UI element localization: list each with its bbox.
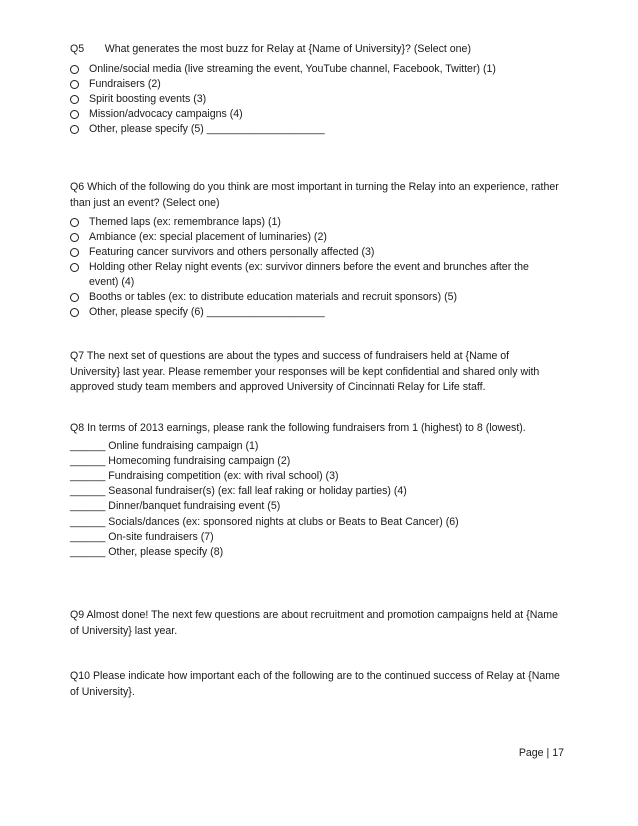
rank-item[interactable]: ______ Seasonal fundraiser(s) (ex: fall leaf raking or holiday parties) (4): [70, 485, 407, 498]
radio-circle-icon[interactable]: [70, 95, 79, 104]
option-label: Fundraisers (2): [89, 77, 161, 90]
option-label: Online/social media (live streaming the event, YouTube channel, Facebook, Twitter) (1): [89, 62, 496, 75]
rank-item[interactable]: ______ Homecoming fundraising campaign (2): [70, 454, 291, 467]
question-10-text: Q10 Please indicate how important each of the following are to the continued success of Relay at {Name of University}.: [70, 670, 560, 698]
radio-circle-icon[interactable]: [70, 65, 79, 74]
question-10: [70, 669, 560, 700]
question-9-text: Q9 Almost done! The next few questions are about recruitment and promotion campaigns held at {Name of University} last year.: [70, 609, 558, 637]
option-label: Other, please specify (5) ____________________: [89, 122, 325, 135]
radio-circle-icon[interactable]: [70, 263, 79, 272]
radio-option[interactable]: [70, 260, 560, 290]
rank-item[interactable]: ______ On-site fundraisers (7): [70, 530, 214, 543]
radio-option[interactable]: [70, 290, 560, 305]
question-5-options: [70, 62, 560, 137]
radio-circle-icon[interactable]: [70, 80, 79, 89]
option-label: Holding other Relay night events (ex: survivor dinners before the event and brunches after the event) (4): [89, 261, 529, 288]
question-8-rank-list: [70, 439, 560, 561]
rank-item[interactable]: ______ Online fundraising campaign (1): [70, 439, 259, 452]
question-5-text: Q5 What generates the most buzz for Relay at {Name of University}? (Select one): [70, 43, 471, 55]
question-8-text: Q8 In terms of 2013 earnings, please rank the following fundraisers from 1 (highest) to 8 (lowest).: [70, 422, 526, 434]
radio-option[interactable]: [70, 215, 560, 230]
question-8: [70, 421, 560, 560]
option-label: Spirit boosting events (3): [89, 92, 207, 105]
radio-circle-icon[interactable]: [70, 293, 79, 302]
radio-circle-icon[interactable]: [70, 218, 79, 227]
rank-item[interactable]: ______ Fundraising competition (ex: with rival school) (3): [70, 469, 339, 482]
question-6-options: [70, 215, 560, 320]
option-label: Featuring cancer survivors and others personally affected (3): [89, 246, 375, 258]
radio-option[interactable]: [70, 305, 560, 320]
radio-option[interactable]: [70, 122, 560, 137]
option-label: Themed laps (ex: remembrance laps) (1): [89, 216, 281, 228]
radio-option[interactable]: [70, 230, 560, 245]
option-label: Other, please specify (6) ____________________: [89, 306, 325, 318]
radio-circle-icon[interactable]: [70, 233, 79, 242]
radio-option[interactable]: [70, 92, 560, 107]
radio-circle-icon[interactable]: [70, 110, 79, 119]
radio-option[interactable]: [70, 77, 560, 92]
radio-circle-icon[interactable]: [70, 125, 79, 134]
radio-circle-icon[interactable]: [70, 248, 79, 257]
question-6-text: Q6 Which of the following do you think are most important in turning the Relay into an experience, rather than just an event? (Select one): [70, 181, 559, 209]
question-7-text: Q7 The next set of questions are about the types and success of fundraisers held at {Name of University} last year. Please remember your responses will be kept confidential and shared only with approved study team members and approved University of Cincinnati Relay for Life staff.: [70, 350, 540, 393]
page-number: Page | 17: [518, 747, 564, 759]
radio-circle-icon[interactable]: [70, 308, 79, 317]
option-label: Mission/advocacy campaigns (4): [89, 107, 243, 120]
option-label: Ambiance (ex: special placement of luminaries) (2): [89, 231, 327, 243]
question-6: [70, 180, 560, 320]
question-9: [70, 608, 560, 639]
radio-option[interactable]: [70, 107, 560, 122]
radio-option[interactable]: [70, 245, 560, 260]
radio-option[interactable]: [70, 62, 560, 77]
option-label: Booths or tables (ex: to distribute education materials and recruit sponsors) (5): [89, 291, 458, 303]
question-5: [70, 42, 560, 137]
rank-item[interactable]: ______ Socials/dances (ex: sponsored nights at clubs or Beats to Beat Cancer) (6): [70, 515, 459, 528]
rank-item[interactable]: ______ Dinner/banquet fundraising event (5): [70, 500, 281, 513]
rank-item[interactable]: ______ Other, please specify (8): [70, 545, 224, 558]
question-7: [70, 349, 560, 396]
